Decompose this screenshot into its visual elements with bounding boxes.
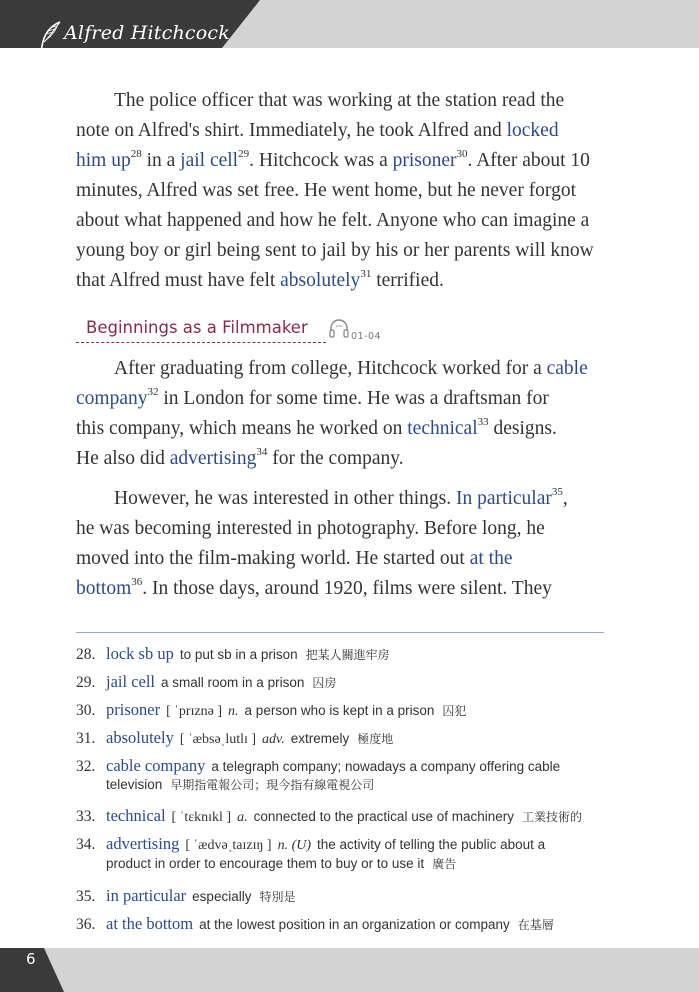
text: that Alfred must have felt xyxy=(76,270,281,291)
footnote-item xyxy=(76,645,616,664)
footnote-chinese: 囚犯 xyxy=(442,704,467,718)
footnote-ref: 30 xyxy=(456,148,468,160)
page-number-tab xyxy=(0,930,80,992)
text: he was becoming interested in photography. Before long, he xyxy=(76,518,545,539)
footnote-item xyxy=(76,835,616,873)
text: . In those days, around 1920, films were silent. They xyxy=(142,578,552,599)
text: note on Alfred's shirt. Immediately, he took Alfred and xyxy=(76,120,507,141)
footnote-number: 36. xyxy=(76,916,96,933)
footnote-ref: 35 xyxy=(551,486,563,498)
text: . After about 10 xyxy=(467,150,590,171)
footnote-chinese: 極度地 xyxy=(357,732,394,746)
footnote-word: in particular xyxy=(106,886,187,905)
footnote-part-of-speech: adv. xyxy=(262,732,285,747)
headphones-icon[interactable] xyxy=(328,318,350,340)
footer-band xyxy=(0,948,699,992)
vocab-word: advertising xyxy=(169,448,257,469)
footnote-continuation xyxy=(76,855,616,873)
vocab-word: absolutely xyxy=(280,270,361,291)
footnote-number: 35. xyxy=(76,888,96,905)
footnote-item xyxy=(76,887,616,906)
footnote-item xyxy=(76,729,616,749)
text-line xyxy=(76,236,611,266)
footnote-ref: 33 xyxy=(477,416,489,428)
footnote-word: advertising xyxy=(106,834,180,853)
vocab-word: prisoner xyxy=(392,150,457,171)
text: in London for some time. He was a draftsman for xyxy=(158,388,549,409)
footnote-definition: extremely xyxy=(290,731,350,746)
text: After graduating from college, Hitchcock worked for a xyxy=(114,358,547,379)
footnote-number: 29. xyxy=(76,674,96,691)
book-title: Alfred Hitchcock xyxy=(64,22,230,44)
footnote-pronunciation: [ ˈprɪznə ] xyxy=(166,704,223,719)
text: terrified. xyxy=(371,270,444,291)
text: in a xyxy=(141,150,181,171)
text: designs. xyxy=(488,418,557,439)
text: about what happened and how he felt. Anyone who can imagine a xyxy=(76,210,590,231)
vocab-word: company xyxy=(76,388,148,409)
vocab-word: technical xyxy=(407,418,478,439)
text: . Hitchcock was a xyxy=(249,150,393,171)
footnote-definition: connected to the practical use of machinery xyxy=(253,809,514,824)
text: moved into the film-making world. He started out xyxy=(76,548,470,569)
footnote-word: lock sb up xyxy=(106,644,174,663)
footnote-number: 32. xyxy=(76,758,96,775)
vocab-word: bottom xyxy=(76,578,132,599)
footnote-part-of-speech: a. xyxy=(237,810,248,825)
text-line xyxy=(76,86,611,116)
footnote-part-of-speech: n. (U) xyxy=(277,838,311,853)
vocab-word: In particular xyxy=(456,488,552,509)
footnote-number: 30. xyxy=(76,702,96,719)
text-line xyxy=(76,116,611,146)
footnote-number: 31. xyxy=(76,730,96,747)
text-line xyxy=(76,354,611,384)
footnote-definition: a person who is kept in a prison xyxy=(244,703,435,718)
footnote-continuation xyxy=(76,776,616,794)
footnote-number: 34. xyxy=(76,836,96,853)
footnote-word: technical xyxy=(106,806,166,825)
footnote-ref: 34 xyxy=(256,446,268,458)
text-line xyxy=(76,414,611,444)
footnote-definition: at the lowest position in an organization or company xyxy=(199,917,510,932)
text-line xyxy=(76,266,611,296)
footnote-definition: to put sb in a prison xyxy=(179,647,298,662)
footnote-definition: a telegraph company; nowadays a company offering cable xyxy=(211,759,561,774)
footnote-item xyxy=(76,701,616,721)
text-line xyxy=(76,484,611,514)
section-heading: Beginnings as a Filmmaker xyxy=(86,318,308,337)
footnote-definition: a small room in a prison xyxy=(161,675,305,690)
footnote-word: jail cell xyxy=(106,672,156,691)
footnote-chinese: 廣告 xyxy=(432,857,457,871)
footnote-ref: 31 xyxy=(360,268,372,280)
vocab-word: him up xyxy=(76,150,131,171)
vocab-word: at the xyxy=(469,548,513,569)
text-line xyxy=(76,206,611,236)
footnote-item xyxy=(76,807,616,827)
text-line xyxy=(76,514,611,544)
text: minutes, Alfred was set free. He went home, but he never forgot xyxy=(76,180,576,201)
footnote-chinese: 把某人關進牢房 xyxy=(305,648,390,662)
footnote-definition: especially xyxy=(192,889,252,904)
text-line xyxy=(76,574,611,604)
paragraph-3 xyxy=(76,484,611,604)
footnote-pronunciation: [ ˈtɛknɪkl ] xyxy=(171,810,232,825)
footnote-word: cable company xyxy=(106,756,206,775)
footnote-pronunciation: [ ˈædvəˌtaɪzɪŋ ] xyxy=(185,838,272,853)
footnote-definition: the activity of telling the public about a xyxy=(317,837,546,852)
vocab-word: jail cell xyxy=(180,150,239,171)
footnote-ref: 32 xyxy=(147,386,159,398)
footnote-word: absolutely xyxy=(106,728,174,747)
footnote-word: at the bottom xyxy=(106,914,194,933)
paragraph-2 xyxy=(76,354,611,474)
footnote-number: 28. xyxy=(76,646,96,663)
text: this company, which means he worked on xyxy=(76,418,408,439)
text: However, he was interested in other things. xyxy=(114,488,457,509)
vocab-word: cable xyxy=(546,358,588,379)
footnote-item xyxy=(76,757,616,794)
footnote-item xyxy=(76,673,616,692)
footnote-word: prisoner xyxy=(106,700,161,719)
footnote-divider xyxy=(76,632,604,633)
footnote-pronunciation: [ ˈæbsəˌlutlɪ ] xyxy=(179,732,257,747)
footnote-ref: 28 xyxy=(130,148,142,160)
text: He also did xyxy=(76,448,170,469)
footnote-item xyxy=(76,915,616,934)
audio-track-number: 01-04 xyxy=(351,331,382,342)
text: for the company. xyxy=(267,448,404,469)
text-line xyxy=(76,146,611,176)
text-line xyxy=(76,384,611,414)
footnote-part-of-speech: n. xyxy=(228,704,239,719)
text-line xyxy=(76,444,611,474)
text: , xyxy=(562,488,568,509)
footnote-chinese: 囚房 xyxy=(312,676,337,690)
footnote-chinese: 特別是 xyxy=(259,890,296,904)
heading-divider xyxy=(76,342,326,343)
page-number: 6 xyxy=(26,950,36,968)
footnote-definition: product in order to encourage them to buy or to use it xyxy=(106,856,425,871)
footnote-ref: 29 xyxy=(238,148,250,160)
text-line xyxy=(76,176,611,206)
quill-icon xyxy=(36,20,62,62)
footnote-definition: television xyxy=(106,777,163,792)
vocab-word: locked xyxy=(506,120,559,141)
footnote-chinese: 在基層 xyxy=(517,918,554,932)
paragraph-1 xyxy=(76,86,611,296)
footnote-ref: 36 xyxy=(131,576,143,588)
text: The police officer that was working at the station read the xyxy=(114,90,565,111)
footnote-chinese: 工業技術的 xyxy=(522,810,583,824)
footnote-chinese: 早期指電報公司；現今指有線電視公司 xyxy=(170,778,375,792)
footnote-number: 33. xyxy=(76,808,96,825)
text: young boy or girl being sent to jail by his or her parents will know xyxy=(76,240,594,261)
text-line xyxy=(76,544,611,574)
